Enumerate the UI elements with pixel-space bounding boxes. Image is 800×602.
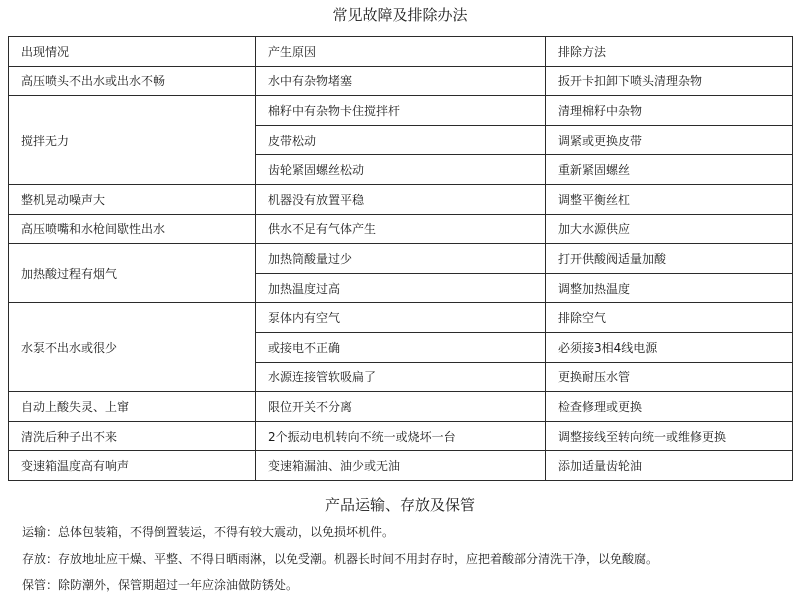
cause-cell: 加热温度过高 bbox=[256, 273, 546, 303]
situation-cell: 高压喷嘴和水枪间歇性出水 bbox=[9, 214, 256, 244]
fault-table bbox=[8, 36, 793, 481]
transport-note: 运输：总体包装箱，不得倒置装运，不得有较大震动，以免损坏机件。 bbox=[22, 525, 395, 539]
table-row bbox=[9, 392, 793, 422]
table-row bbox=[9, 421, 793, 451]
situation-cell: 清洗后种子出不来 bbox=[9, 421, 256, 451]
situation-cell: 整机晃动噪声大 bbox=[9, 184, 256, 214]
table-row bbox=[9, 303, 793, 333]
cause-cell: 齿轮紧固螺丝松动 bbox=[256, 155, 546, 185]
header-fix: 排除方法 bbox=[546, 37, 793, 67]
fix-cell: 打开供酸阀适量加酸 bbox=[546, 244, 793, 274]
situation-cell: 加热酸过程有烟气 bbox=[9, 244, 256, 303]
fix-cell: 调整加热温度 bbox=[546, 273, 793, 303]
cause-cell: 棉籽中有杂物卡住搅拌杆 bbox=[256, 96, 546, 126]
cause-cell: 变速箱漏油、油少或无油 bbox=[256, 451, 546, 481]
table-row bbox=[9, 451, 793, 481]
cause-cell: 水中有杂物堵塞 bbox=[256, 66, 546, 96]
situation-cell: 变速箱温度高有响声 bbox=[9, 451, 256, 481]
page-title: 常见故障及排除办法 bbox=[332, 6, 468, 24]
situation-cell: 水泵不出水或很少 bbox=[9, 303, 256, 392]
cause-cell: 机器没有放置平稳 bbox=[256, 184, 546, 214]
table-row bbox=[9, 66, 793, 96]
table-row bbox=[9, 96, 793, 126]
cause-cell: 皮带松动 bbox=[256, 125, 546, 155]
header-cause: 产生原因 bbox=[256, 37, 546, 67]
fix-cell: 调紧或更换皮带 bbox=[546, 125, 793, 155]
table-row bbox=[9, 214, 793, 244]
section-title: 产品运输、存放及保管 bbox=[324, 496, 475, 514]
cause-cell: 2个振动电机转向不统一或烧坏一台 bbox=[256, 421, 546, 451]
fix-cell: 添加适量齿轮油 bbox=[546, 451, 793, 481]
table-header-row bbox=[9, 37, 793, 67]
fix-cell: 调整平衡丝杠 bbox=[546, 184, 793, 214]
situation-cell: 自动上酸失灵、上窜 bbox=[9, 392, 256, 422]
cause-cell: 泵体内有空气 bbox=[256, 303, 546, 333]
situation-cell: 搅拌无力 bbox=[9, 96, 256, 185]
table-row bbox=[9, 184, 793, 214]
fix-cell: 调整接线至转向统一或维修更换 bbox=[546, 421, 793, 451]
fix-cell: 必须接3相4线电源 bbox=[546, 332, 793, 362]
fix-cell: 重新紧固螺丝 bbox=[546, 155, 793, 185]
fix-cell: 清理棉籽中杂物 bbox=[546, 96, 793, 126]
table-row bbox=[9, 244, 793, 274]
keeping-note: 保管：除防潮外，保管期超过一年应涂油做防锈处。 bbox=[22, 578, 299, 592]
cause-cell: 加热筒酸量过少 bbox=[256, 244, 546, 274]
situation-cell: 高压喷头不出水或出水不畅 bbox=[9, 66, 256, 96]
fix-cell: 更换耐压水管 bbox=[546, 362, 793, 392]
header-situation: 出现情况 bbox=[9, 37, 256, 67]
cause-cell: 限位开关不分离 bbox=[256, 392, 546, 422]
cause-cell: 或接电不正确 bbox=[256, 332, 546, 362]
fix-cell: 加大水源供应 bbox=[546, 214, 793, 244]
storage-note: 存放：存放地址应干燥、平整、不得日晒雨淋，以免受潮。机器长时间不用封存时，应把着酸部分清洗干净，以免酸腐。 bbox=[22, 552, 659, 566]
cause-cell: 水源连接管软吸扁了 bbox=[256, 362, 546, 392]
fix-cell: 扳开卡扣卸下喷头清理杂物 bbox=[546, 66, 793, 96]
fault-table-body bbox=[9, 66, 793, 480]
fix-cell: 排除空气 bbox=[546, 303, 793, 333]
fix-cell: 检查修理或更换 bbox=[546, 392, 793, 422]
cause-cell: 供水不足有气体产生 bbox=[256, 214, 546, 244]
